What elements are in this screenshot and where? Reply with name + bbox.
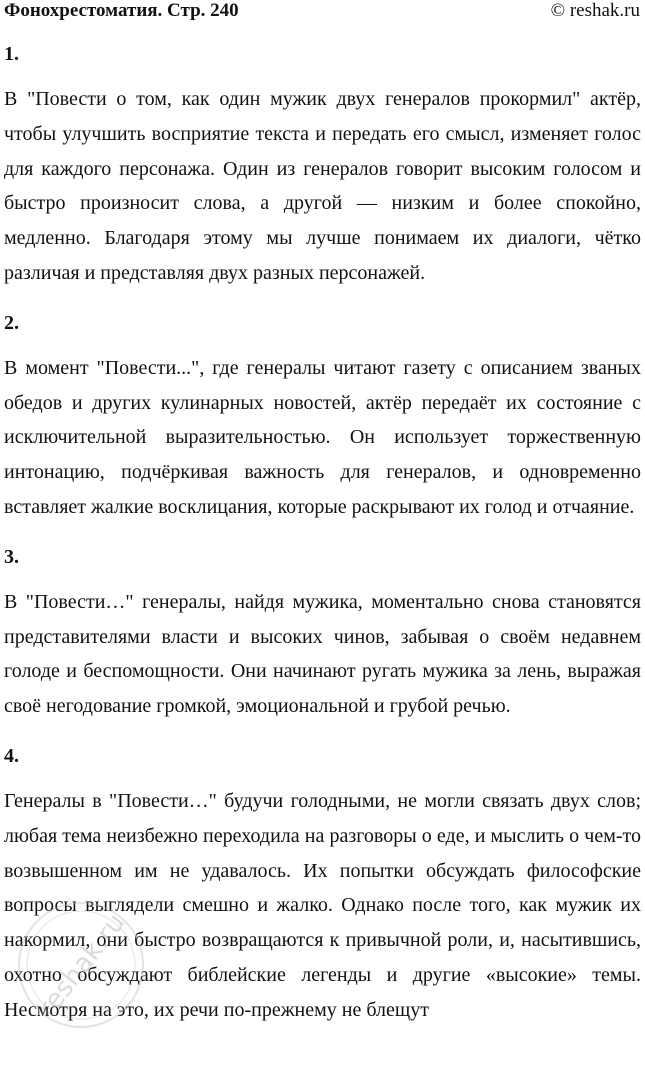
section-1-number: 1. <box>4 43 19 65</box>
section-2-text: В момент "Повести...", где генералы читают газету с описанием званых обедов и других кулинарных новостей, актёр передаёт их состояние с исключительной выразительностью. Он использует торжественную интонацию, подчёркивая важность для генералов, и одновременно вставляет жалкие восклицания, которые раскрывают их голод и отчаяние. <box>4 356 641 518</box>
section-2-number: 2. <box>4 311 19 334</box>
page-header <box>0 0 645 24</box>
section-3-text: В "Повести…" генералы, найдя мужика, моментально снова становятся представителями власти и высоких чинов, забывая о своём недавнем голоде и беспомощности. Они начинают ругать мужика за лень, выражая своё негодование громкой, эмоциональной и грубой речью. <box>4 590 641 718</box>
site-credit: © reshak.ru <box>550 0 640 21</box>
page-title: Фонохрестоматия. Стр. 240 <box>4 0 239 21</box>
section-4-text: Генералы в "Повести…" будучи голодными, не могли связать двух слов; любая тема неизбежно переходила на разговоры о еде, и мыслить о чем-то возвышенном им не удавалось. Их попытки обсуждать философские вопросы выглядели смешно и жалко. Однако после того, как мужик их накормил, они быстро возвращаются к привычной роли, и, насытившись, охотно обсуждают библейские легенды и другие «высокие» темы. Несмотря на это, их речи по-прежнему не блещут <box>4 789 641 1021</box>
document-body <box>4 26 641 1028</box>
section-4-number: 4. <box>4 744 19 767</box>
section-3-number: 3. <box>4 545 19 568</box>
watermark-text: reshak.ru <box>32 908 132 1024</box>
section-1-text: В "Повести о том, как один мужик двух генералов прокормил" актёр, чтобы улучшить восприятие текста и передать его смысл, изменяет голос для каждого персонажа. Один из генералов говорит высоким голосом и быстро произносит слова, а другой — низким и более спокойно, медленно. Благодаря этому мы лучше понимаем их диалоги, чётко различая и представляя двух разных персонажей. <box>4 88 641 284</box>
